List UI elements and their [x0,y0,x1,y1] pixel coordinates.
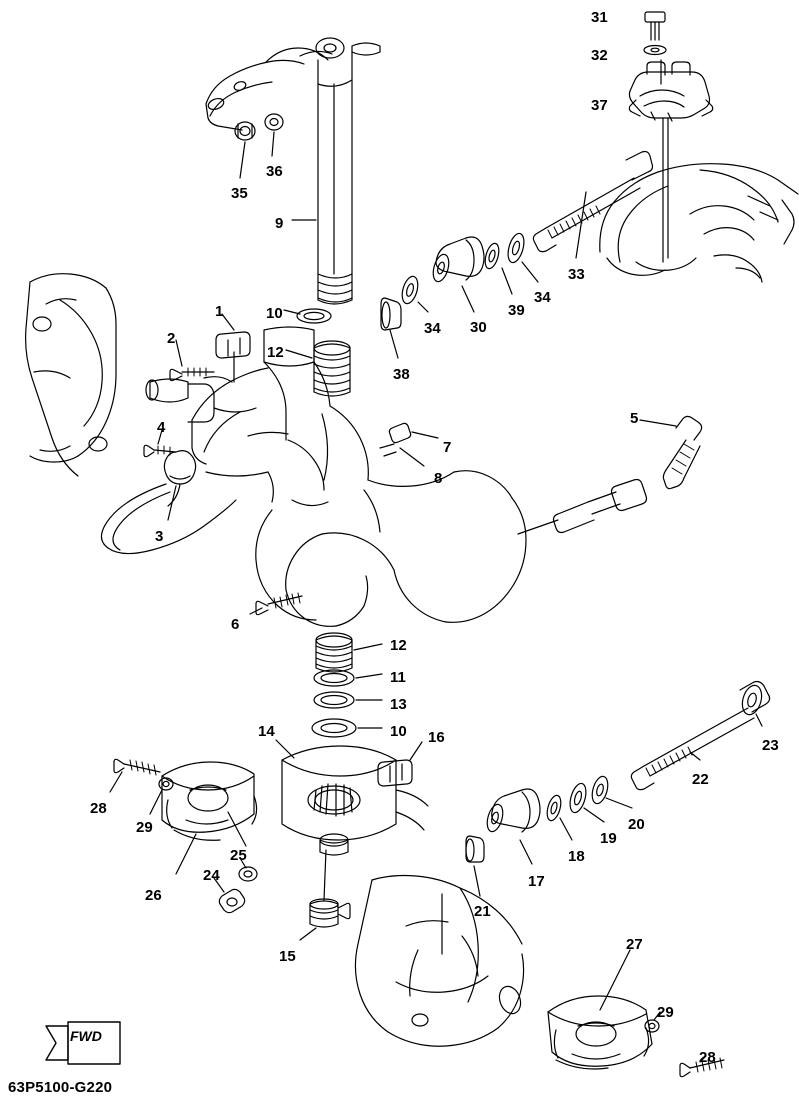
washer-32 [644,46,666,55]
callout-number: 30 [470,319,487,336]
screw-4 [144,445,176,456]
screw-28-left [114,759,160,775]
swivel-bracket-main [192,327,526,626]
fwd-label: FWD [70,1028,102,1044]
callout-number: 5 [630,410,639,427]
callout-number: 35 [231,185,248,202]
washer-29-left [159,778,173,790]
callout-number: 29 [657,1004,674,1021]
bushing-12-upper [314,341,350,396]
callout-number: 10 [390,723,407,740]
upper-right-housing [600,164,798,282]
bushing-17 [484,789,540,833]
callout-number: 32 [591,47,608,64]
bushing-15 [310,899,350,927]
bolt-8 [380,444,396,456]
callout-number: 21 [474,903,491,920]
callout-number: 7 [443,439,452,456]
callout-number: 12 [390,637,407,654]
callout-number: 22 [692,771,709,788]
callout-number: 8 [434,470,443,487]
bolt-31 [645,12,665,40]
callout-number: 24 [203,867,220,884]
callout-number: 25 [230,847,247,864]
bolt-33 [533,152,652,252]
callout-number: 6 [231,616,240,633]
callout-number: 18 [568,848,585,865]
callout-number: 2 [167,330,176,347]
callout-number: 12 [267,344,284,361]
callout-number: 29 [136,819,153,836]
clip-16 [378,760,412,786]
callout-number: 3 [155,528,164,545]
bushing-21 [466,836,484,862]
callout-number: 36 [266,163,283,180]
washer-36 [265,114,283,130]
washer-10-upper [297,309,331,323]
callout-number: 34 [534,289,551,306]
callout-number: 15 [279,948,296,965]
bracket-arm-link [146,377,256,422]
washer-25 [239,867,257,881]
bushing-30 [430,237,484,283]
callout-number: 23 [762,737,779,754]
callout-number: 26 [145,887,162,904]
lower-unit-body [355,876,524,1047]
callout-number: 34 [424,320,441,337]
callout-number: 4 [157,419,166,436]
bushing-38 [381,298,401,330]
washer-34-left [399,275,420,306]
oring-13 [314,692,354,708]
callout-number: 1 [215,303,224,320]
callout-number: 37 [591,97,608,114]
callout-number: 31 [591,9,608,26]
sensor-3 [164,451,195,506]
callout-number: 39 [508,302,525,319]
callout-number: 9 [275,215,284,232]
tilt-arm [206,38,344,130]
washer-34-right [483,242,502,270]
washer-10-lower [312,719,356,737]
trim-connector [518,480,647,535]
callout-number: 28 [699,1049,716,1066]
callout-number: 14 [258,723,275,740]
callout-number: 10 [266,305,283,322]
anode-26 [162,762,257,840]
callout-number: 38 [393,366,410,383]
anode-27 [548,996,652,1069]
callout-number: 28 [90,800,107,817]
callout-number: 20 [628,816,645,833]
part-code-label: 63P5100-G220 [8,1079,113,1096]
callout-number: 13 [390,696,407,713]
clamp-37 [629,62,712,121]
callout-number: 17 [528,873,545,890]
nut-24 [219,889,244,912]
washer-20 [589,775,610,806]
fwd-badge [44,1022,122,1064]
washer-29-right [645,1020,659,1032]
callout-number: 33 [568,266,585,283]
screw-6 [256,593,302,615]
clamp-bracket-left [26,274,116,476]
washer-39 [505,232,527,265]
nut-7 [389,423,410,442]
callout-number: 19 [600,830,617,847]
callout-number: 16 [428,729,445,746]
bushing-12-lower [316,633,352,672]
screw-2 [170,368,214,381]
screw-5 [663,416,701,488]
upper-shaft-9 [318,43,380,304]
callout-number: 27 [626,936,643,953]
lower-bracket-14 [282,746,428,855]
callout-number: 11 [390,669,406,686]
bushing-35 [235,122,255,140]
